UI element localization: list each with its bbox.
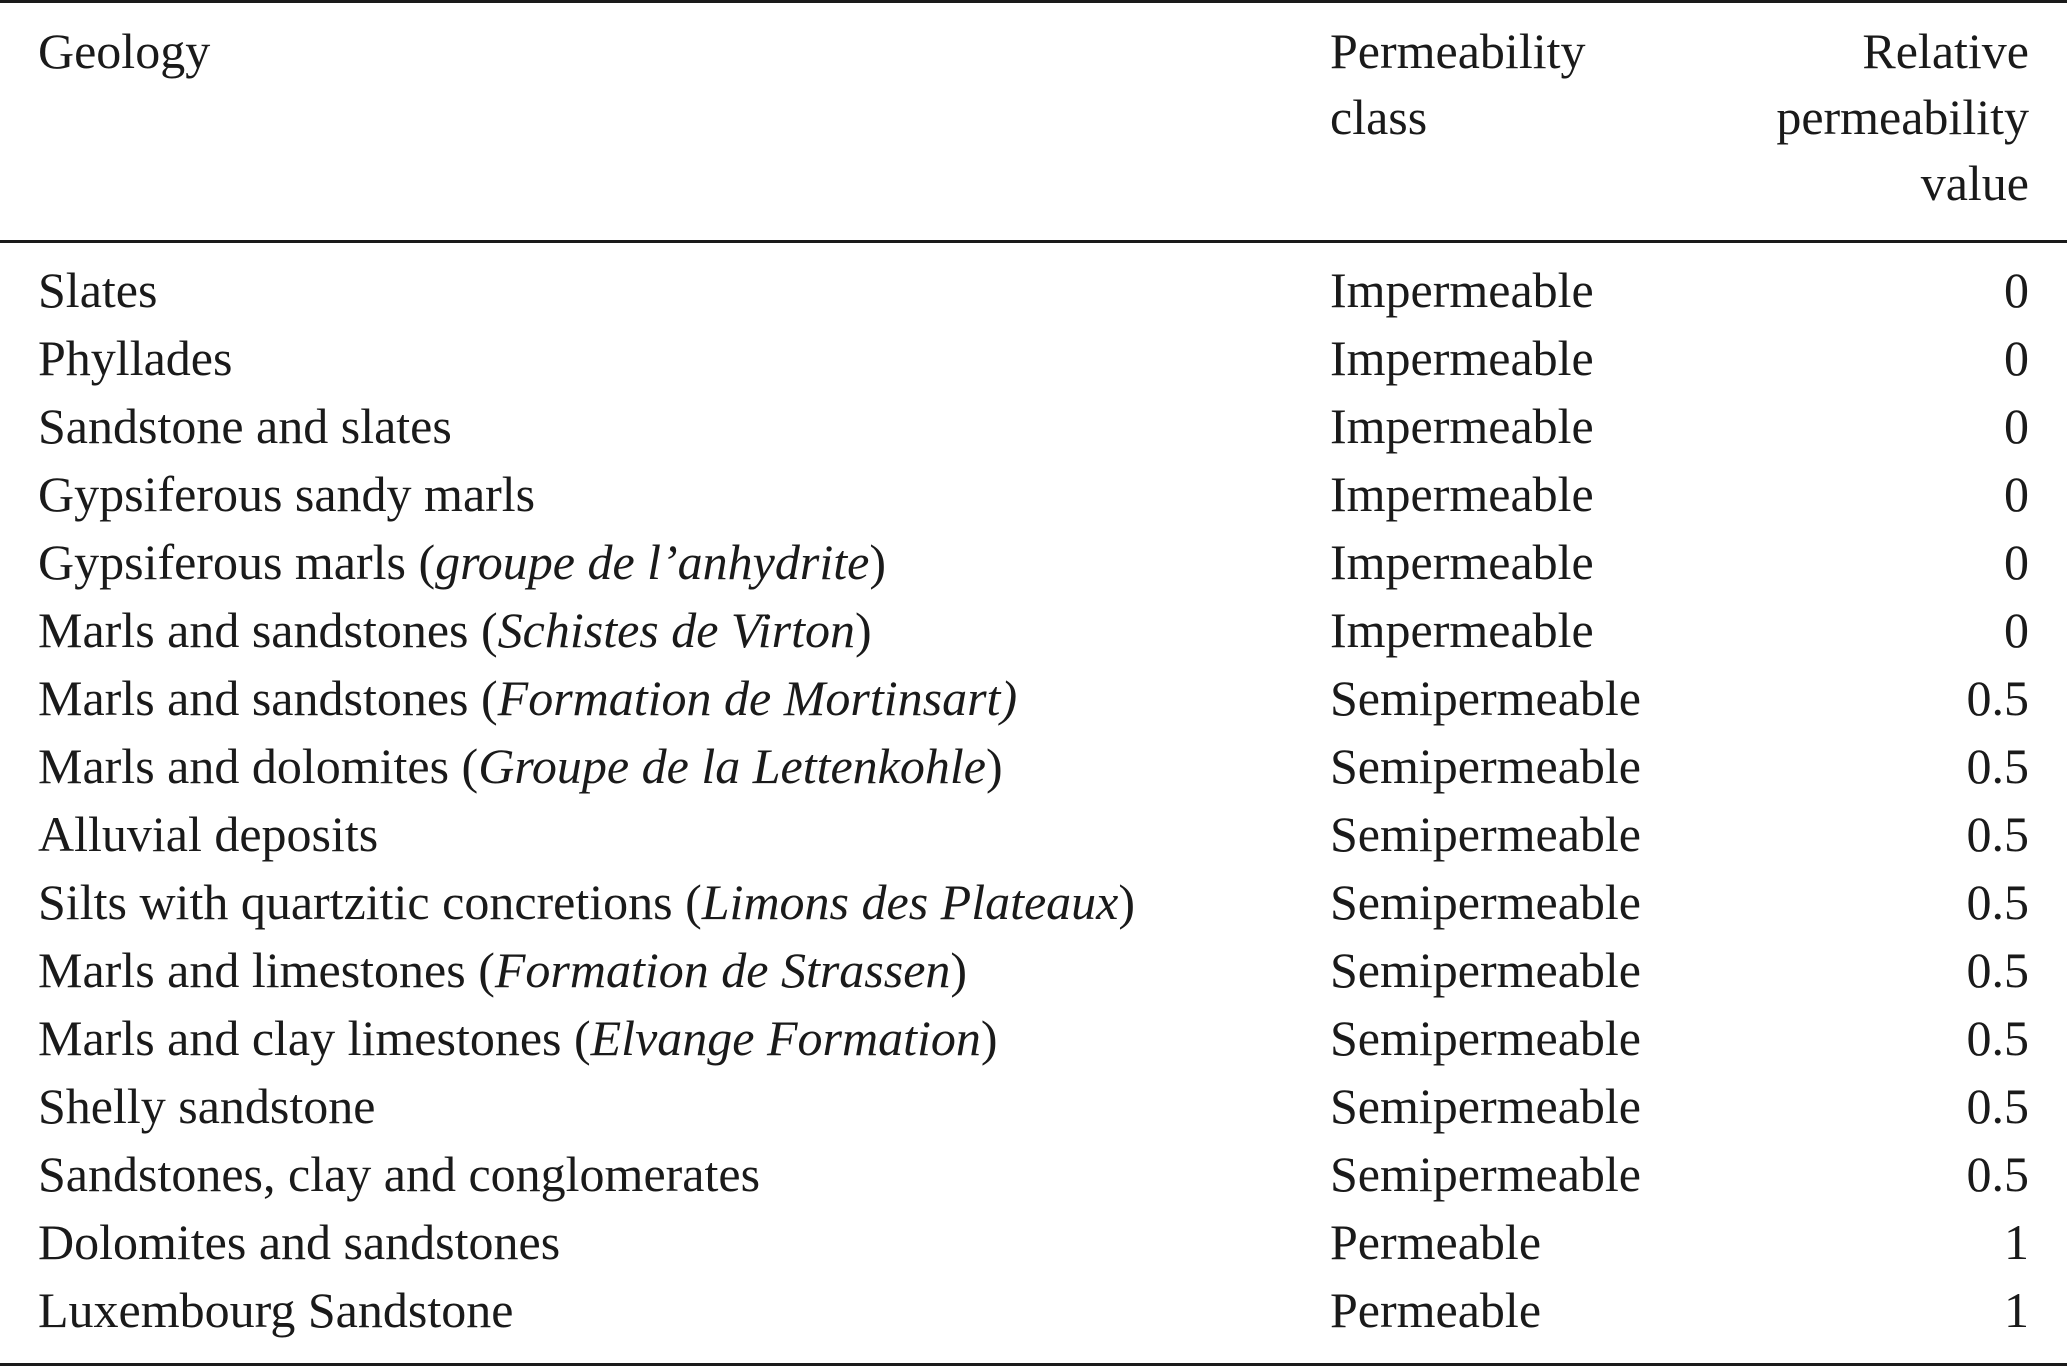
table-row bbox=[0, 1072, 2067, 1140]
geology-text: Shelly sandstone bbox=[38, 1078, 376, 1134]
geology-text: Marls and sandstones ( bbox=[38, 670, 498, 726]
cell-permeability-class: Impermeable bbox=[1330, 466, 1594, 522]
cell-geology bbox=[38, 392, 452, 460]
cell-relative-permeability-value: 0.5 bbox=[1966, 806, 2029, 862]
cell-geology bbox=[38, 324, 232, 392]
cell-geology bbox=[38, 1276, 513, 1344]
cell-permeability-class: Semipermeable bbox=[1330, 670, 1641, 726]
geology-text: Alluvial deposits bbox=[38, 806, 379, 862]
geology-text: Slates bbox=[38, 262, 158, 318]
cell-permeability-class: Semipermeable bbox=[1330, 738, 1641, 794]
cell-geology bbox=[38, 460, 535, 528]
cell-geology bbox=[38, 936, 967, 1004]
cell-geology bbox=[38, 596, 872, 664]
cell-permeability-class: Impermeable bbox=[1330, 262, 1594, 318]
cell-relative-permeability-value: 0 bbox=[2004, 466, 2029, 522]
table-row bbox=[0, 936, 2067, 1004]
formation-name: Formation de Mortinsart) bbox=[497, 670, 1018, 726]
cell-geology bbox=[38, 868, 1135, 936]
closing-parenthesis: ) bbox=[950, 942, 968, 998]
closing-parenthesis: ) bbox=[869, 534, 886, 590]
cell-relative-permeability-value: 0 bbox=[2004, 262, 2029, 318]
table-top-rule bbox=[0, 0, 2067, 3]
cell-permeability-class: Permeable bbox=[1330, 1282, 1542, 1338]
table-body bbox=[0, 256, 2067, 1344]
header-value-line3: value bbox=[1920, 155, 2029, 211]
table-row bbox=[0, 596, 2067, 664]
formation-name: Limons des Plateaux bbox=[701, 874, 1119, 930]
table-row bbox=[0, 528, 2067, 596]
cell-permeability-class: Impermeable bbox=[1330, 398, 1594, 454]
geology-text: Gypsiferous sandy marls bbox=[38, 466, 536, 522]
table-row bbox=[0, 256, 2067, 324]
cell-geology bbox=[38, 1208, 560, 1276]
cell-geology bbox=[38, 800, 378, 868]
geology-text: Gypsiferous marls ( bbox=[38, 534, 436, 590]
table-row bbox=[0, 324, 2067, 392]
formation-name: Groupe de la Lettenkohle bbox=[478, 738, 986, 794]
geology-text: Marls and dolomites ( bbox=[38, 738, 479, 794]
header-value-line2: permeability bbox=[1776, 89, 2029, 145]
formation-name: Elvange Formation bbox=[590, 1010, 981, 1066]
table-row bbox=[0, 868, 2067, 936]
geology-text: Dolomites and sandstones bbox=[38, 1214, 561, 1270]
cell-permeability-class: Semipermeable bbox=[1330, 942, 1641, 998]
closing-parenthesis: ) bbox=[980, 1010, 998, 1066]
cell-geology bbox=[38, 1140, 760, 1208]
table-bottom-rule bbox=[0, 1363, 2067, 1366]
table-row bbox=[0, 800, 2067, 868]
cell-relative-permeability-value: 0 bbox=[2004, 534, 2029, 590]
closing-parenthesis: ) bbox=[855, 602, 872, 658]
geology-text: Sandstones, clay and conglomerates bbox=[38, 1146, 761, 1202]
cell-relative-permeability-value: 0 bbox=[2004, 398, 2029, 454]
table-row bbox=[0, 732, 2067, 800]
cell-relative-permeability-value: 1 bbox=[2004, 1282, 2029, 1338]
geology-text: Marls and clay limestones ( bbox=[38, 1010, 591, 1066]
cell-relative-permeability-value: 1 bbox=[2004, 1214, 2029, 1270]
geology-text: Luxembourg Sandstone bbox=[38, 1282, 514, 1338]
cell-permeability-class: Permeable bbox=[1330, 1214, 1542, 1270]
table-row bbox=[0, 664, 2067, 732]
header-relative-permeability-value bbox=[1669, 18, 2029, 216]
cell-relative-permeability-value: 0.5 bbox=[1966, 738, 2029, 794]
cell-permeability-class: Semipermeable bbox=[1330, 1010, 1641, 1066]
header-class-line1: Permeability bbox=[1330, 23, 1586, 79]
cell-permeability-class: Semipermeable bbox=[1330, 1078, 1641, 1134]
cell-relative-permeability-value: 0.5 bbox=[1966, 942, 2029, 998]
cell-geology bbox=[38, 664, 1017, 732]
geology-text: Sandstone and slates bbox=[38, 398, 452, 454]
cell-relative-permeability-value: 0.5 bbox=[1966, 1146, 2029, 1202]
header-class-line2: class bbox=[1330, 89, 1428, 145]
cell-geology bbox=[38, 732, 1003, 800]
formation-name: Schistes de Virton bbox=[497, 602, 856, 658]
geology-text: Marls and limestones ( bbox=[38, 942, 495, 998]
table-header-rule bbox=[0, 240, 2067, 243]
formation-name: groupe de l’anhydrite bbox=[435, 534, 870, 590]
geology-text: Marls and sandstones ( bbox=[38, 602, 498, 658]
geology-text: Silts with quartzitic concretions ( bbox=[38, 874, 702, 930]
header-value-line1: Relative bbox=[1862, 23, 2029, 79]
cell-permeability-class: Impermeable bbox=[1330, 602, 1594, 658]
geology-text: Phyllades bbox=[38, 330, 233, 386]
cell-geology bbox=[38, 528, 886, 596]
table-row bbox=[0, 1276, 2067, 1344]
closing-parenthesis: ) bbox=[985, 738, 1003, 794]
cell-permeability-class: Impermeable bbox=[1330, 534, 1594, 590]
cell-permeability-class: Semipermeable bbox=[1330, 1146, 1641, 1202]
header-permeability-class bbox=[1330, 18, 1690, 150]
cell-relative-permeability-value: 0.5 bbox=[1966, 670, 2029, 726]
header-geology: Geology bbox=[38, 23, 211, 79]
table-row bbox=[0, 1140, 2067, 1208]
cell-permeability-class: Semipermeable bbox=[1330, 874, 1641, 930]
formation-name: Formation de Strassen bbox=[494, 942, 951, 998]
cell-permeability-class: Semipermeable bbox=[1330, 806, 1641, 862]
cell-relative-permeability-value: 0.5 bbox=[1966, 1010, 2029, 1066]
cell-geology bbox=[38, 1004, 998, 1072]
table-row bbox=[0, 1208, 2067, 1276]
cell-relative-permeability-value: 0.5 bbox=[1966, 874, 2029, 930]
table-row bbox=[0, 460, 2067, 528]
cell-geology bbox=[38, 1072, 375, 1140]
cell-relative-permeability-value: 0 bbox=[2004, 330, 2029, 386]
closing-parenthesis: ) bbox=[1118, 874, 1136, 930]
cell-geology bbox=[38, 256, 157, 324]
cell-relative-permeability-value: 0 bbox=[2004, 602, 2029, 658]
table-row bbox=[0, 1004, 2067, 1072]
table-row bbox=[0, 392, 2067, 460]
cell-relative-permeability-value: 0.5 bbox=[1966, 1078, 2029, 1134]
cell-permeability-class: Impermeable bbox=[1330, 330, 1594, 386]
